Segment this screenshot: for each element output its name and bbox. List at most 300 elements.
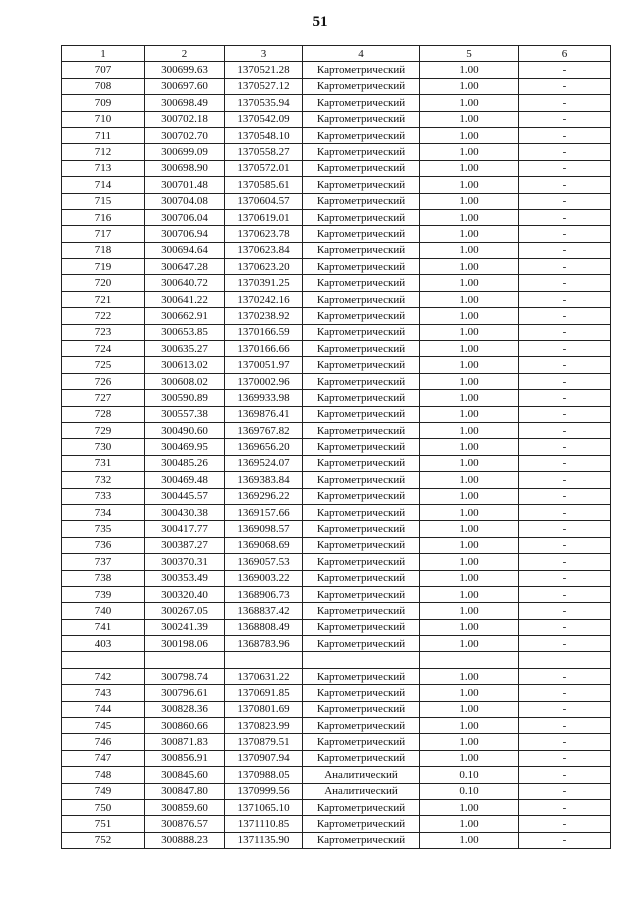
cell-point-number: 709 <box>62 95 145 111</box>
cell-coordinate-y: 1368783.96 <box>225 636 303 652</box>
table-row <box>62 799 611 815</box>
cell-coordinate-y: 1369933.98 <box>225 390 303 406</box>
cell-point-number: 750 <box>62 799 145 815</box>
cell-accuracy: 1.00 <box>420 537 519 553</box>
cell-coordinate-x: 300387.27 <box>145 537 225 553</box>
cell-method: Картометрический <box>303 62 420 78</box>
cell-coordinate-x: 300635.27 <box>145 341 225 357</box>
cell-method: Картометрический <box>303 209 420 225</box>
table-row <box>62 586 611 602</box>
cell-note: - <box>519 570 611 586</box>
table-row <box>62 390 611 406</box>
cell-accuracy: 1.00 <box>420 127 519 143</box>
table-row <box>62 783 611 799</box>
table-row <box>62 439 611 455</box>
table-row <box>62 422 611 438</box>
cell-accuracy: 1.00 <box>420 488 519 504</box>
table-row <box>62 521 611 537</box>
table-row <box>62 488 611 504</box>
cell-coordinate-y: 1369296.22 <box>225 488 303 504</box>
table-row <box>62 718 611 734</box>
cell-accuracy: 1.00 <box>420 291 519 307</box>
cell-point-number: 711 <box>62 127 145 143</box>
cell-point-number: 737 <box>62 554 145 570</box>
cell-method: Картометрический <box>303 259 420 275</box>
cell-coordinate-x: 300430.38 <box>145 504 225 520</box>
cell-coordinate-y: 1370907.94 <box>225 750 303 766</box>
cell-accuracy: 1.00 <box>420 422 519 438</box>
cell-point-number: 729 <box>62 422 145 438</box>
cell-accuracy: 1.00 <box>420 308 519 324</box>
cell-point-number: 732 <box>62 472 145 488</box>
cell-coordinate-y: 1371110.85 <box>225 816 303 832</box>
cell-method: Картометрический <box>303 406 420 422</box>
cell-coordinate-y: 1370166.59 <box>225 324 303 340</box>
cell-coordinate-x: 300796.61 <box>145 685 225 701</box>
cell-coordinate-x: 300557.38 <box>145 406 225 422</box>
cell-coordinate-x: 300876.57 <box>145 816 225 832</box>
cell-method: Картометрический <box>303 291 420 307</box>
cell-point-number <box>62 652 145 668</box>
cell-point-number: 734 <box>62 504 145 520</box>
cell-accuracy: 1.00 <box>420 78 519 94</box>
cell-coordinate-x: 300469.48 <box>145 472 225 488</box>
cell-accuracy: 1.00 <box>420 390 519 406</box>
cell-coordinate-x: 300702.70 <box>145 127 225 143</box>
cell-coordinate-y: 1370988.05 <box>225 767 303 783</box>
cell-coordinate-x: 300798.74 <box>145 668 225 684</box>
cell-coordinate-y: 1370548.10 <box>225 127 303 143</box>
cell-point-number: 728 <box>62 406 145 422</box>
cell-method: Картометрический <box>303 619 420 635</box>
cell-point-number: 719 <box>62 259 145 275</box>
cell-coordinate-x: 300608.02 <box>145 373 225 389</box>
table-row <box>62 259 611 275</box>
cell-coordinate-x: 300704.08 <box>145 193 225 209</box>
table-header <box>62 46 611 62</box>
cell-method: Картометрический <box>303 390 420 406</box>
cell-coordinate-y: 1370002.96 <box>225 373 303 389</box>
cell-coordinate-y: 1370823.99 <box>225 718 303 734</box>
cell-method: Картометрический <box>303 734 420 750</box>
table-row <box>62 373 611 389</box>
cell-coordinate-y: 1368808.49 <box>225 619 303 635</box>
cell-point-number: 748 <box>62 767 145 783</box>
cell-point-number: 740 <box>62 603 145 619</box>
cell-note: - <box>519 275 611 291</box>
cell-point-number: 707 <box>62 62 145 78</box>
table-row <box>62 767 611 783</box>
cell-coordinate-x: 300699.63 <box>145 62 225 78</box>
cell-point-number: 708 <box>62 78 145 94</box>
table-row <box>62 226 611 242</box>
cell-point-number: 713 <box>62 160 145 176</box>
cell-note: - <box>519 750 611 766</box>
table-row <box>62 324 611 340</box>
cell-point-number: 752 <box>62 832 145 848</box>
cell-method: Картометрический <box>303 488 420 504</box>
cell-method: Картометрический <box>303 373 420 389</box>
cell-note: - <box>519 111 611 127</box>
cell-point-number: 727 <box>62 390 145 406</box>
table-row <box>62 406 611 422</box>
cell-note: - <box>519 308 611 324</box>
cell-note: - <box>519 734 611 750</box>
cell-coordinate-x: 300871.83 <box>145 734 225 750</box>
table-row <box>62 160 611 176</box>
cell-coordinate-y: 1370542.09 <box>225 111 303 127</box>
cell-accuracy: 1.00 <box>420 603 519 619</box>
cell-coordinate-y: 1370691.85 <box>225 685 303 701</box>
cell-note: - <box>519 242 611 258</box>
cell-coordinate-x: 300445.57 <box>145 488 225 504</box>
cell-point-number: 730 <box>62 439 145 455</box>
cell-method: Картометрический <box>303 177 420 193</box>
cell-accuracy: 1.00 <box>420 324 519 340</box>
table-row <box>62 636 611 652</box>
cell-coordinate-y: 1370623.84 <box>225 242 303 258</box>
cell-coordinate-x: 300701.48 <box>145 177 225 193</box>
cell-method: Картометрический <box>303 308 420 324</box>
coordinates-table <box>61 45 611 849</box>
cell-coordinate-y: 1370521.28 <box>225 62 303 78</box>
cell-accuracy: 1.00 <box>420 750 519 766</box>
cell-method: Картометрический <box>303 816 420 832</box>
cell-accuracy: 1.00 <box>420 455 519 471</box>
cell-method: Картометрический <box>303 275 420 291</box>
cell-coordinate-y: 1370391.25 <box>225 275 303 291</box>
cell-coordinate-y: 1369057.53 <box>225 554 303 570</box>
cell-coordinate-x: 300699.09 <box>145 144 225 160</box>
cell-note: - <box>519 504 611 520</box>
cell-coordinate-y: 1369157.66 <box>225 504 303 520</box>
cell-coordinate-x: 300860.66 <box>145 718 225 734</box>
cell-accuracy: 1.00 <box>420 586 519 602</box>
cell-coordinate-y: 1370623.78 <box>225 226 303 242</box>
cell-accuracy: 0.10 <box>420 767 519 783</box>
cell-coordinate-y: 1370166.66 <box>225 341 303 357</box>
cell-coordinate-x: 300856.91 <box>145 750 225 766</box>
table-row <box>62 652 611 668</box>
cell-coordinate-y: 1370999.56 <box>225 783 303 799</box>
cell-point-number: 723 <box>62 324 145 340</box>
table-row <box>62 816 611 832</box>
cell-method: Картометрический <box>303 455 420 471</box>
cell-note: - <box>519 357 611 373</box>
cell-point-number: 735 <box>62 521 145 537</box>
cell-method: Картометрический <box>303 144 420 160</box>
table-row <box>62 62 611 78</box>
table-row <box>62 603 611 619</box>
cell-method: Картометрический <box>303 668 420 684</box>
cell-method: Картометрический <box>303 95 420 111</box>
cell-coordinate-x: 300469.95 <box>145 439 225 455</box>
cell-note: - <box>519 816 611 832</box>
cell-method: Картометрический <box>303 439 420 455</box>
cell-point-number: 725 <box>62 357 145 373</box>
cell-accuracy: 1.00 <box>420 504 519 520</box>
cell-note: - <box>519 144 611 160</box>
cell-coordinate-y: 1369767.82 <box>225 422 303 438</box>
table-row <box>62 341 611 357</box>
cell-note: - <box>519 95 611 111</box>
cell-coordinate-x <box>145 652 225 668</box>
cell-note: - <box>519 832 611 848</box>
cell-coordinate-x: 300241.39 <box>145 619 225 635</box>
cell-accuracy: 1.00 <box>420 62 519 78</box>
cell-note: - <box>519 554 611 570</box>
table-row <box>62 291 611 307</box>
cell-method: Картометрический <box>303 472 420 488</box>
cell-coordinate-y: 1370238.92 <box>225 308 303 324</box>
cell-note: - <box>519 636 611 652</box>
cell-coordinate-y: 1370051.97 <box>225 357 303 373</box>
cell-coordinate-x: 300647.28 <box>145 259 225 275</box>
cell-coordinate-y <box>225 652 303 668</box>
cell-method: Картометрический <box>303 554 420 570</box>
cell-accuracy: 1.00 <box>420 95 519 111</box>
cell-accuracy: 1.00 <box>420 570 519 586</box>
cell-coordinate-y: 1370604.57 <box>225 193 303 209</box>
cell-method: Картометрический <box>303 226 420 242</box>
cell-accuracy: 1.00 <box>420 341 519 357</box>
cell-coordinate-y: 1370527.12 <box>225 78 303 94</box>
cell-accuracy: 1.00 <box>420 144 519 160</box>
cell-coordinate-y: 1370623.20 <box>225 259 303 275</box>
cell-note: - <box>519 488 611 504</box>
cell-coordinate-x: 300888.23 <box>145 832 225 848</box>
cell-accuracy: 1.00 <box>420 685 519 701</box>
cell-coordinate-y: 1371065.10 <box>225 799 303 815</box>
cell-point-number: 718 <box>62 242 145 258</box>
cell-point-number: 726 <box>62 373 145 389</box>
table-row <box>62 832 611 848</box>
cell-accuracy: 1.00 <box>420 226 519 242</box>
cell-coordinate-x: 300653.85 <box>145 324 225 340</box>
cell-method: Картометрический <box>303 570 420 586</box>
table-row <box>62 537 611 553</box>
cell-note: - <box>519 701 611 717</box>
cell-coordinate-y: 1368837.42 <box>225 603 303 619</box>
cell-coordinate-y: 1370585.61 <box>225 177 303 193</box>
table-row <box>62 619 611 635</box>
cell-accuracy: 1.00 <box>420 816 519 832</box>
cell-note: - <box>519 78 611 94</box>
cell-accuracy: 1.00 <box>420 406 519 422</box>
table-row <box>62 144 611 160</box>
cell-point-number: 714 <box>62 177 145 193</box>
cell-coordinate-y: 1370535.94 <box>225 95 303 111</box>
cell-note: - <box>519 537 611 553</box>
cell-method: Картометрический <box>303 750 420 766</box>
cell-method: Картометрический <box>303 357 420 373</box>
cell-point-number: 715 <box>62 193 145 209</box>
cell-method: Картометрический <box>303 111 420 127</box>
cell-method: Картометрический <box>303 586 420 602</box>
cell-method: Картометрический <box>303 504 420 520</box>
cell-coordinate-y: 1370879.51 <box>225 734 303 750</box>
cell-coordinate-y: 1370619.01 <box>225 209 303 225</box>
cell-coordinate-x: 300613.02 <box>145 357 225 373</box>
cell-note: - <box>519 177 611 193</box>
cell-coordinate-y: 1370242.16 <box>225 291 303 307</box>
cell-method: Картометрический <box>303 422 420 438</box>
header-row <box>62 46 611 62</box>
cell-method: Картометрический <box>303 193 420 209</box>
table-row <box>62 111 611 127</box>
cell-note: - <box>519 291 611 307</box>
cell-accuracy: 1.00 <box>420 832 519 848</box>
cell-note: - <box>519 783 611 799</box>
cell-note: - <box>519 341 611 357</box>
cell-method: Картометрический <box>303 341 420 357</box>
column-header: 6 <box>519 46 611 62</box>
table-row <box>62 242 611 258</box>
cell-point-number: 724 <box>62 341 145 357</box>
cell-note: - <box>519 603 611 619</box>
cell-coordinate-x: 300828.36 <box>145 701 225 717</box>
column-header: 1 <box>62 46 145 62</box>
cell-point-number: 721 <box>62 291 145 307</box>
cell-note: - <box>519 422 611 438</box>
cell-accuracy: 1.00 <box>420 373 519 389</box>
cell-coordinate-x: 300845.60 <box>145 767 225 783</box>
cell-coordinate-x: 300706.94 <box>145 226 225 242</box>
cell-method: Картометрический <box>303 718 420 734</box>
cell-accuracy: 1.00 <box>420 160 519 176</box>
cell-note: - <box>519 521 611 537</box>
cell-method: Картометрический <box>303 799 420 815</box>
cell-method: Аналитический <box>303 767 420 783</box>
cell-accuracy: 1.00 <box>420 242 519 258</box>
cell-coordinate-y: 1368906.73 <box>225 586 303 602</box>
column-header: 3 <box>225 46 303 62</box>
cell-method: Картометрический <box>303 636 420 652</box>
cell-note: - <box>519 619 611 635</box>
cell-coordinate-x: 300590.89 <box>145 390 225 406</box>
cell-point-number: 736 <box>62 537 145 553</box>
cell-accuracy: 1.00 <box>420 668 519 684</box>
table-row <box>62 193 611 209</box>
table-row <box>62 95 611 111</box>
cell-point-number: 731 <box>62 455 145 471</box>
cell-coordinate-x: 300370.31 <box>145 554 225 570</box>
cell-method: Картометрический <box>303 685 420 701</box>
cell-coordinate-y: 1370572.01 <box>225 160 303 176</box>
column-header: 5 <box>420 46 519 62</box>
cell-point-number: 733 <box>62 488 145 504</box>
cell-coordinate-x: 300847.80 <box>145 783 225 799</box>
table-row <box>62 734 611 750</box>
cell-note: - <box>519 472 611 488</box>
cell-coordinate-y: 1369098.57 <box>225 521 303 537</box>
cell-accuracy: 1.00 <box>420 357 519 373</box>
table-row <box>62 78 611 94</box>
cell-coordinate-x: 300697.60 <box>145 78 225 94</box>
cell-note: - <box>519 586 611 602</box>
cell-coordinate-x: 300267.05 <box>145 603 225 619</box>
cell-point-number: 716 <box>62 209 145 225</box>
cell-coordinate-y: 1369003.22 <box>225 570 303 586</box>
table-row <box>62 209 611 225</box>
table-row <box>62 127 611 143</box>
cell-note: - <box>519 390 611 406</box>
table-row <box>62 668 611 684</box>
cell-accuracy: 1.00 <box>420 439 519 455</box>
cell-point-number: 403 <box>62 636 145 652</box>
cell-coordinate-y: 1369876.41 <box>225 406 303 422</box>
column-header: 2 <box>145 46 225 62</box>
cell-accuracy: 1.00 <box>420 701 519 717</box>
cell-point-number: 742 <box>62 668 145 684</box>
cell-point-number: 722 <box>62 308 145 324</box>
cell-accuracy: 1.00 <box>420 111 519 127</box>
cell-coordinate-x: 300859.60 <box>145 799 225 815</box>
cell-point-number: 747 <box>62 750 145 766</box>
cell-method: Картометрический <box>303 701 420 717</box>
cell-method: Картометрический <box>303 537 420 553</box>
table-row <box>62 455 611 471</box>
page-number: 51 <box>312 14 328 30</box>
cell-point-number: 745 <box>62 718 145 734</box>
cell-point-number: 717 <box>62 226 145 242</box>
cell-note <box>519 652 611 668</box>
cell-note: - <box>519 209 611 225</box>
cell-note: - <box>519 799 611 815</box>
cell-point-number: 751 <box>62 816 145 832</box>
cell-note: - <box>519 127 611 143</box>
cell-method: Аналитический <box>303 783 420 799</box>
cell-method: Картометрический <box>303 160 420 176</box>
cell-note: - <box>519 324 611 340</box>
cell-accuracy: 1.00 <box>420 209 519 225</box>
cell-coordinate-x: 300698.90 <box>145 160 225 176</box>
cell-coordinate-x: 300702.18 <box>145 111 225 127</box>
table-row <box>62 570 611 586</box>
cell-coordinate-x: 300706.04 <box>145 209 225 225</box>
cell-coordinate-y: 1370801.69 <box>225 701 303 717</box>
cell-method: Картометрический <box>303 521 420 537</box>
cell-accuracy: 1.00 <box>420 177 519 193</box>
cell-note: - <box>519 718 611 734</box>
cell-note: - <box>519 160 611 176</box>
cell-coordinate-x: 300353.49 <box>145 570 225 586</box>
cell-coordinate-y: 1369068.69 <box>225 537 303 553</box>
cell-coordinate-x: 300490.60 <box>145 422 225 438</box>
cell-point-number: 744 <box>62 701 145 717</box>
cell-note: - <box>519 226 611 242</box>
table-row <box>62 472 611 488</box>
cell-note: - <box>519 193 611 209</box>
cell-note: - <box>519 259 611 275</box>
table-row <box>62 504 611 520</box>
cell-coordinate-y: 1369383.84 <box>225 472 303 488</box>
table-row <box>62 308 611 324</box>
cell-note: - <box>519 455 611 471</box>
cell-point-number: 746 <box>62 734 145 750</box>
cell-accuracy: 1.00 <box>420 799 519 815</box>
cell-coordinate-x: 300485.26 <box>145 455 225 471</box>
cell-coordinate-x: 300698.49 <box>145 95 225 111</box>
cell-accuracy: 1.00 <box>420 193 519 209</box>
cell-point-number: 743 <box>62 685 145 701</box>
table-row <box>62 685 611 701</box>
table-row <box>62 177 611 193</box>
cell-point-number: 712 <box>62 144 145 160</box>
cell-point-number: 741 <box>62 619 145 635</box>
cell-point-number: 720 <box>62 275 145 291</box>
cell-coordinate-x: 300694.64 <box>145 242 225 258</box>
